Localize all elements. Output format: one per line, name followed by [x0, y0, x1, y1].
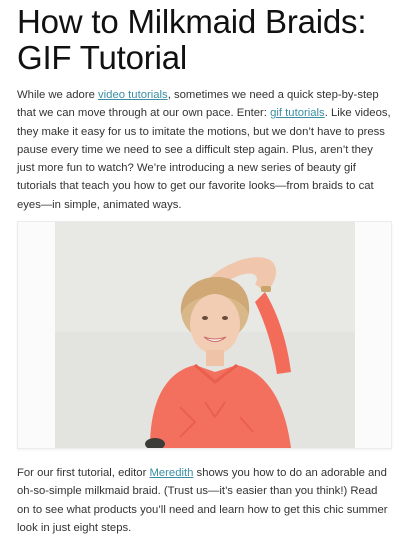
tutorial-gif-figure: [17, 221, 392, 449]
intro-paragraph: [17, 86, 391, 214]
article-title: How to Milkmaid Braids: GIF Tutorial: [17, 3, 367, 76]
meredith-link[interactable]: Meredith: [149, 467, 194, 479]
intro-text-2: , sometimes we need a quick step-by-step that we can move through at our own pace. Enter:: [17, 89, 379, 120]
intro-text-3: . Like videos, they make it easy for us to imitate the motions, but we don’t have to press pause every time we need to see a difficult step again. Plus, aren’t they just more fun to watch? We’re introducing a new series of beauty gif tutorials that teach you how to get our favorite looks—from braids to cat eyes—in simple, animated ways.: [17, 107, 391, 211]
intro-text-1: While we adore: [17, 89, 98, 101]
woman-with-braid-illustration: [55, 222, 355, 448]
gif-tutorials-link[interactable]: gif tutorials: [270, 107, 325, 120]
video-tutorials-link[interactable]: video tutorials: [98, 89, 168, 101]
article: [17, 0, 395, 534]
body-text-1: For our first tutorial, editor: [17, 467, 150, 479]
tutorial-gif-image: [55, 222, 355, 448]
body-text-2: shows you how to do an adorable and oh-so-simple milkmaid braid. (Trust us—it’s easier than you think!) Read on to see what products you’ll need and learn how to get this chic summer look in just eight steps.: [17, 467, 388, 534]
body-paragraph: [17, 464, 391, 537]
